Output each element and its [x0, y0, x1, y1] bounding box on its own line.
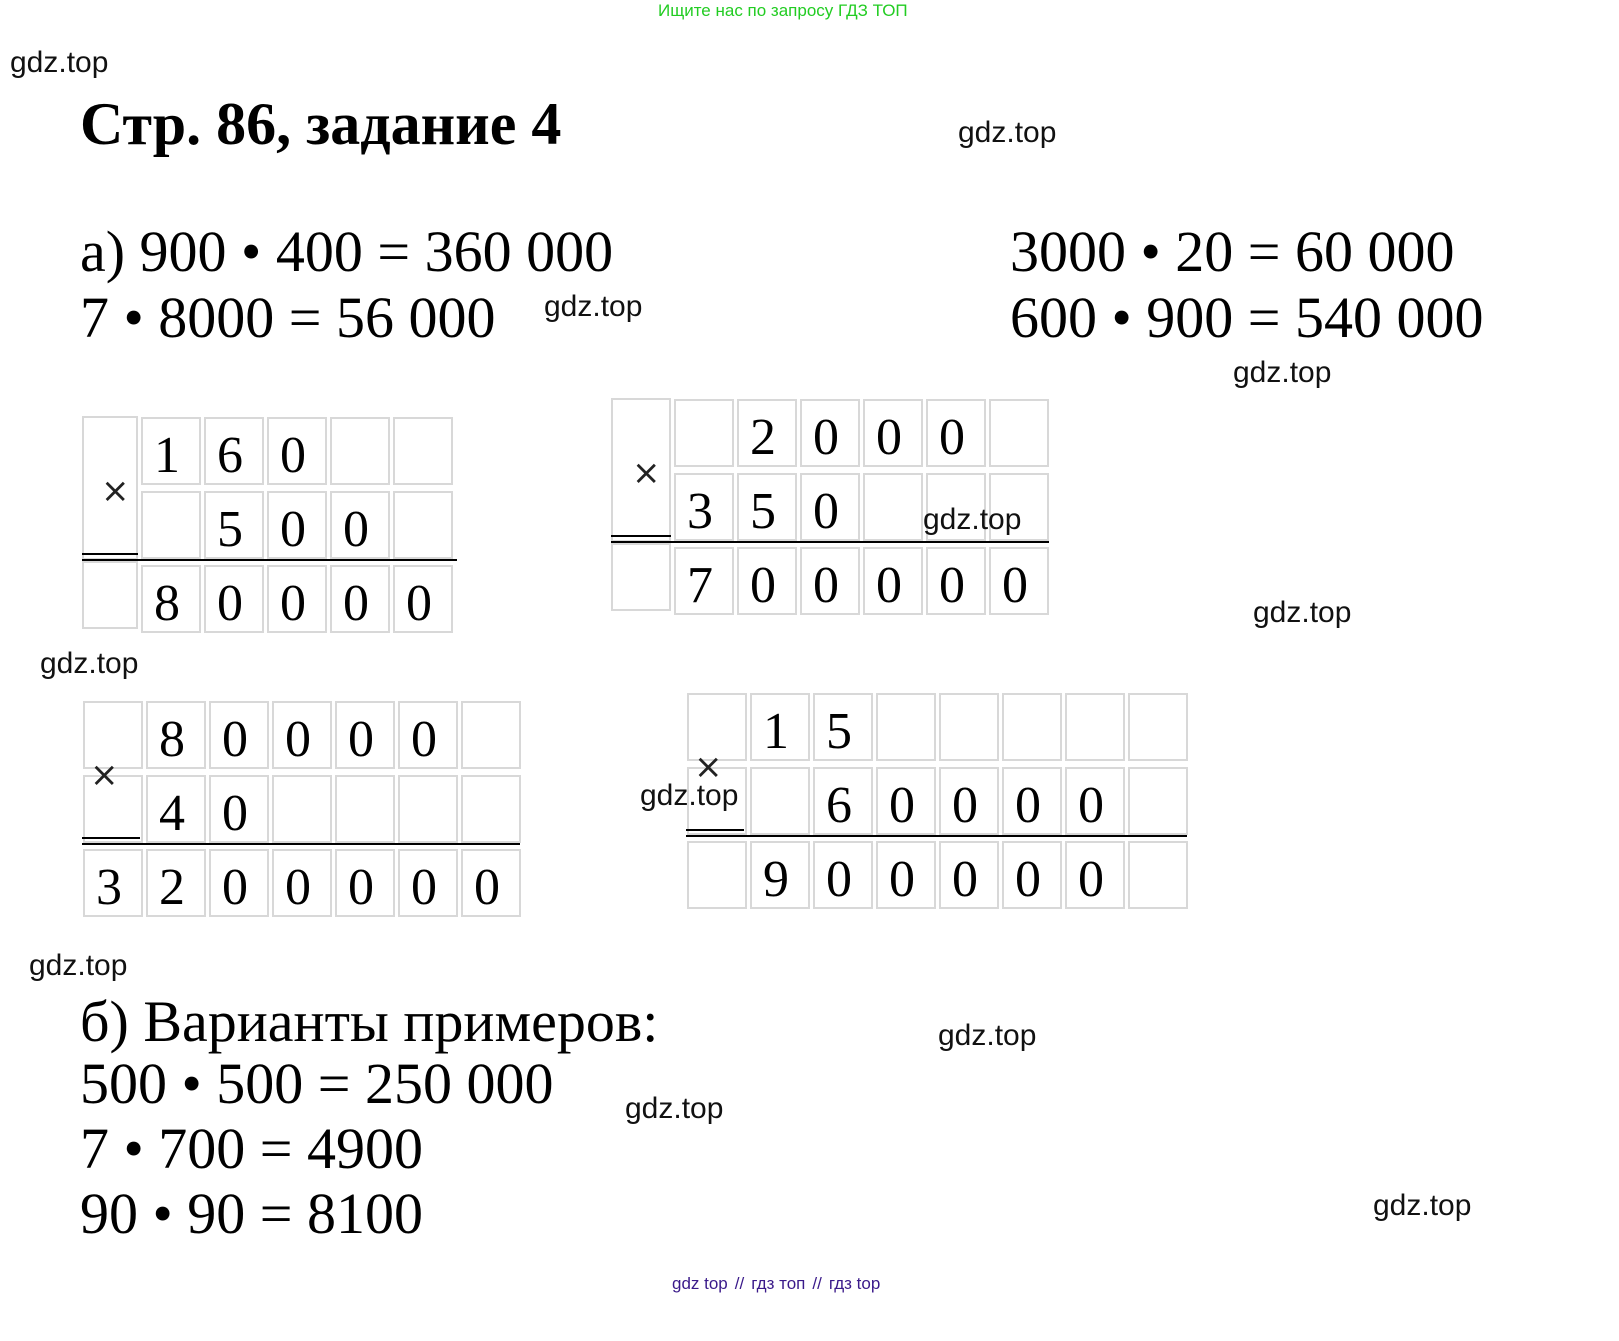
digit: 0: [222, 859, 248, 916]
multiply-sign: ×: [694, 747, 723, 787]
grid-cell: [142, 492, 200, 558]
digit: 0: [280, 427, 306, 484]
digit: 2: [750, 409, 776, 466]
digit: 9: [763, 851, 789, 908]
grid-cell: [1129, 768, 1187, 834]
digit: 0: [826, 851, 852, 908]
digit: 0: [343, 575, 369, 632]
grid-cell: [462, 702, 520, 768]
digit: 0: [411, 859, 437, 916]
top-banner: Ищите нас по запросу ГДЗ ТОП: [658, 1, 908, 20]
multiply-sign: ×: [101, 471, 130, 511]
grid-cell: [688, 842, 746, 908]
grid-cell: [990, 400, 1048, 466]
watermark: gdz.top: [640, 779, 739, 812]
grid-cell: [1066, 694, 1124, 760]
digit: 0: [280, 501, 306, 558]
multiply-sign: ×: [632, 453, 661, 493]
digit: 5: [750, 483, 776, 540]
digit: 0: [474, 859, 500, 916]
digit: 0: [952, 851, 978, 908]
digit: 6: [826, 777, 852, 834]
watermark: gdz.top: [1373, 1189, 1472, 1222]
grid-cell: [751, 768, 809, 834]
footer-separator: //: [734, 1274, 745, 1293]
digit: 3: [687, 483, 713, 540]
grid-cell: [612, 544, 670, 610]
digit: 8: [154, 575, 180, 632]
watermark: gdz.top: [1233, 356, 1332, 389]
digit: 0: [222, 785, 248, 842]
digit: 8: [159, 711, 185, 768]
digit: 0: [285, 859, 311, 916]
digit: 0: [889, 851, 915, 908]
grid-cell: [273, 776, 331, 842]
grid-cell: [1129, 694, 1187, 760]
digit: 0: [217, 575, 243, 632]
footer: [672, 1274, 880, 1294]
digit: 0: [876, 557, 902, 614]
watermark: gdz.top: [1253, 596, 1352, 629]
grid-cell: [394, 418, 452, 484]
footer-link-left[interactable]: gdz top: [672, 1274, 728, 1293]
grid-cell: [1129, 842, 1187, 908]
equation-b-1: 500 • 500 = 250 000: [80, 1051, 554, 1116]
digit: 5: [217, 501, 243, 558]
digit: 0: [222, 711, 248, 768]
part-b-heading: б) Варианты примеров:: [80, 989, 659, 1054]
digit: 0: [813, 557, 839, 614]
digit: 0: [1078, 777, 1104, 834]
grid-cell: [399, 776, 457, 842]
grid-cell: [83, 562, 137, 628]
digit: 0: [1002, 557, 1028, 614]
digit: 0: [1015, 777, 1041, 834]
digit: 0: [876, 409, 902, 466]
page-title: Стр. 86, задание 4: [80, 91, 562, 157]
watermark: gdz.top: [40, 647, 139, 680]
grid-cell: [336, 776, 394, 842]
digit: 0: [285, 711, 311, 768]
equation-a-1: а) 900 • 400 = 360 000: [80, 219, 614, 284]
grid-cell: [877, 694, 935, 760]
grid-cell: [864, 474, 922, 540]
grid-cell: [394, 492, 452, 558]
digit: 0: [889, 777, 915, 834]
digit: 4: [159, 785, 185, 842]
watermark: gdz.top: [625, 1092, 724, 1125]
digit: 0: [1078, 851, 1104, 908]
digit: 0: [813, 483, 839, 540]
column-multiplication-1: [82, 416, 460, 634]
digit: 0: [348, 711, 374, 768]
watermark: gdz.top: [29, 949, 128, 982]
digit: 1: [763, 703, 789, 760]
footer-link-middle[interactable]: гдз топ: [751, 1274, 806, 1293]
digit: 0: [939, 409, 965, 466]
grid-cell: [331, 418, 389, 484]
watermark: gdz.top: [958, 116, 1057, 149]
grid-cell: [675, 400, 733, 466]
watermark: gdz.top: [923, 503, 1022, 536]
column-multiplication-4: [686, 692, 1190, 910]
digit: 7: [687, 557, 713, 614]
digit: 1: [154, 427, 180, 484]
digit: 3: [96, 859, 122, 916]
digit: 5: [826, 703, 852, 760]
grid-cell: [1003, 694, 1061, 760]
digit: 0: [939, 557, 965, 614]
digit: 0: [280, 575, 306, 632]
grid-cell: [940, 694, 998, 760]
equation-a-3: 3000 • 20 = 60 000: [1010, 219, 1455, 284]
digit: 0: [411, 711, 437, 768]
digit: 0: [406, 575, 432, 632]
footer-link-right[interactable]: гдз top: [828, 1274, 881, 1293]
digit: 0: [343, 501, 369, 558]
watermark: gdz.top: [544, 290, 643, 323]
digit: 0: [952, 777, 978, 834]
watermark: gdz.top: [10, 46, 109, 79]
footer-separator: //: [812, 1274, 822, 1293]
digit: 0: [348, 859, 374, 916]
digit: 2: [159, 859, 185, 916]
watermark: gdz.top: [938, 1019, 1037, 1052]
digit: 0: [813, 409, 839, 466]
equation-b-3: 90 • 90 = 8100: [80, 1181, 424, 1246]
digit: 0: [1015, 851, 1041, 908]
digit: 0: [750, 557, 776, 614]
equation-a-4: 600 • 900 = 540 000: [1010, 285, 1484, 350]
digit: 6: [217, 427, 243, 484]
multiply-sign: ×: [90, 755, 119, 795]
equation-b-2: 7 • 700 = 4900: [80, 1116, 424, 1181]
grid-cell: [462, 776, 520, 842]
column-multiplication-3: [82, 700, 523, 918]
equation-a-2: 7 • 8000 = 56 000: [80, 285, 496, 350]
